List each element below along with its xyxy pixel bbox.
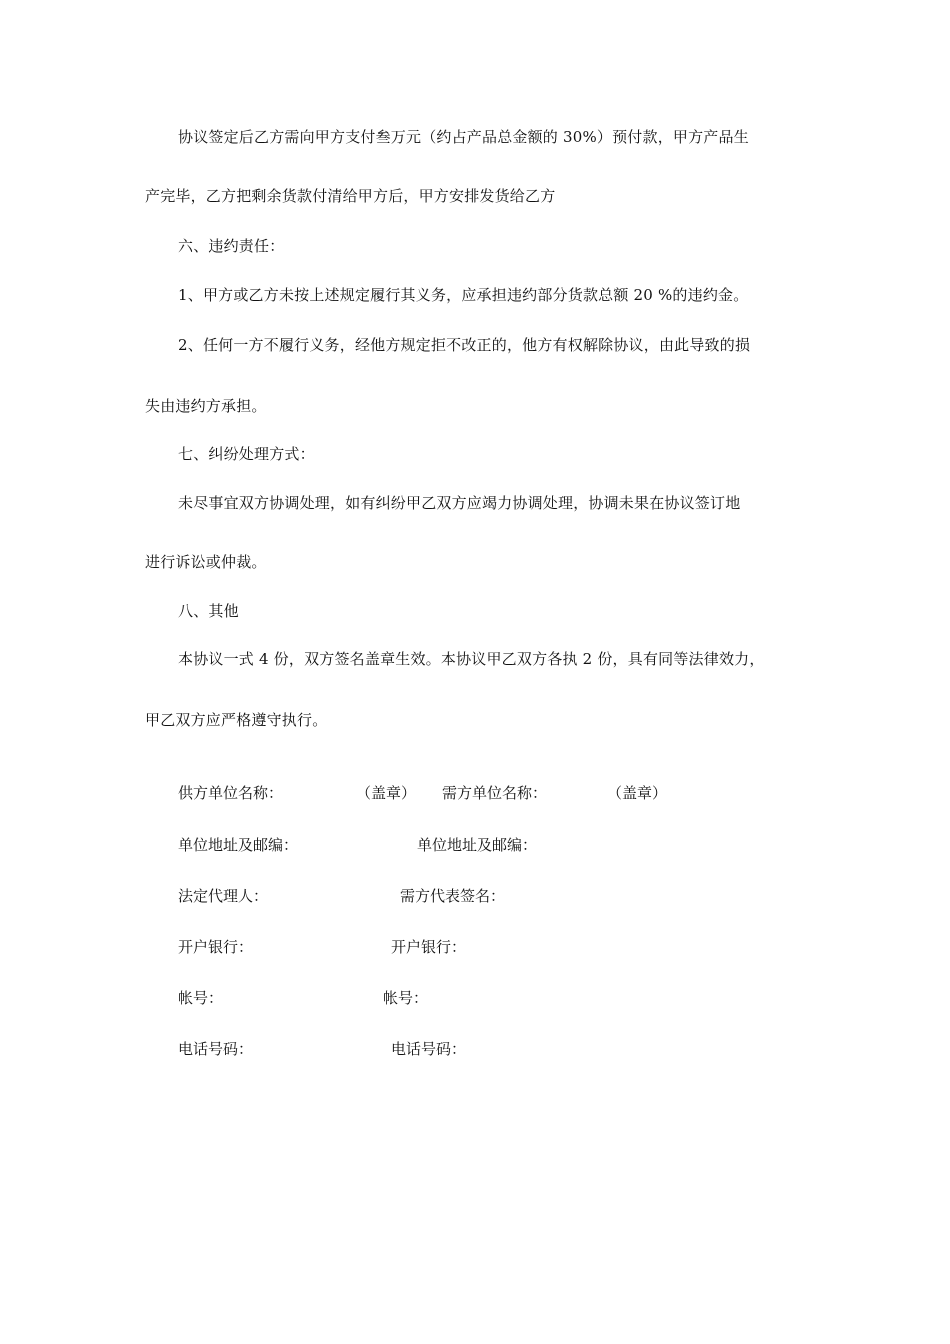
supplier-legal-rep-label: 法定代理人： — [178, 887, 269, 905]
buyer-account-label: 帐号： — [383, 989, 429, 1007]
section-8-heading: 八、其他 — [178, 602, 239, 620]
payment-terms-line-1: 协议签定后乙方需向甲方支付叁万元（约占产品总金额的 30%）预付款，甲方产品生 — [178, 128, 749, 146]
supplier-bank-label: 开户银行： — [178, 938, 254, 956]
buyer-seal-label: （盖章） — [607, 784, 668, 802]
section-6-item-1: 1、甲方或乙方未按上述规定履行其义务，应承担违约部分货款总额 20 %的违约金。 — [178, 286, 749, 304]
section-6-heading: 六、违约责任： — [178, 237, 285, 255]
supplier-name-label: 供方单位名称： — [178, 784, 284, 802]
section-7-line-1: 未尽事宜双方协调处理，如有纠纷甲乙双方应竭力协调处理，协调未果在协议签订地 — [178, 494, 741, 512]
section-8-line-1: 本协议一式 4 份，双方签名盖章生效。本协议甲乙双方各执 2 份，具有同等法律效力， — [178, 650, 765, 668]
supplier-address-label: 单位地址及邮编： — [178, 836, 299, 854]
section-6-item-2-line-1: 2、任何一方不履行义务，经他方规定拒不改正的，他方有权解除协议，由此导致的损 — [178, 336, 751, 354]
buyer-rep-signature-label: 需方代表签名： — [400, 887, 506, 905]
section-7-heading: 七、纠纷处理方式： — [178, 445, 315, 463]
supplier-seal-label: （盖章） — [356, 784, 417, 802]
supplier-phone-label: 电话号码： — [178, 1040, 254, 1058]
buyer-phone-label: 电话号码： — [391, 1040, 467, 1058]
buyer-name-label: 需方单位名称： — [442, 784, 548, 802]
payment-terms-line-2: 产完毕，乙方把剩余货款付清给甲方后，甲方安排发货给乙方 — [145, 187, 556, 205]
section-6-item-2-line-2: 失由违约方承担。 — [145, 397, 267, 415]
supplier-account-label: 帐号： — [178, 989, 224, 1007]
buyer-bank-label: 开户银行： — [391, 938, 467, 956]
buyer-address-label: 单位地址及邮编： — [417, 836, 538, 854]
section-7-line-2: 进行诉讼或仲裁。 — [145, 553, 267, 571]
section-8-line-2: 甲乙双方应严格遵守执行。 — [145, 711, 328, 729]
